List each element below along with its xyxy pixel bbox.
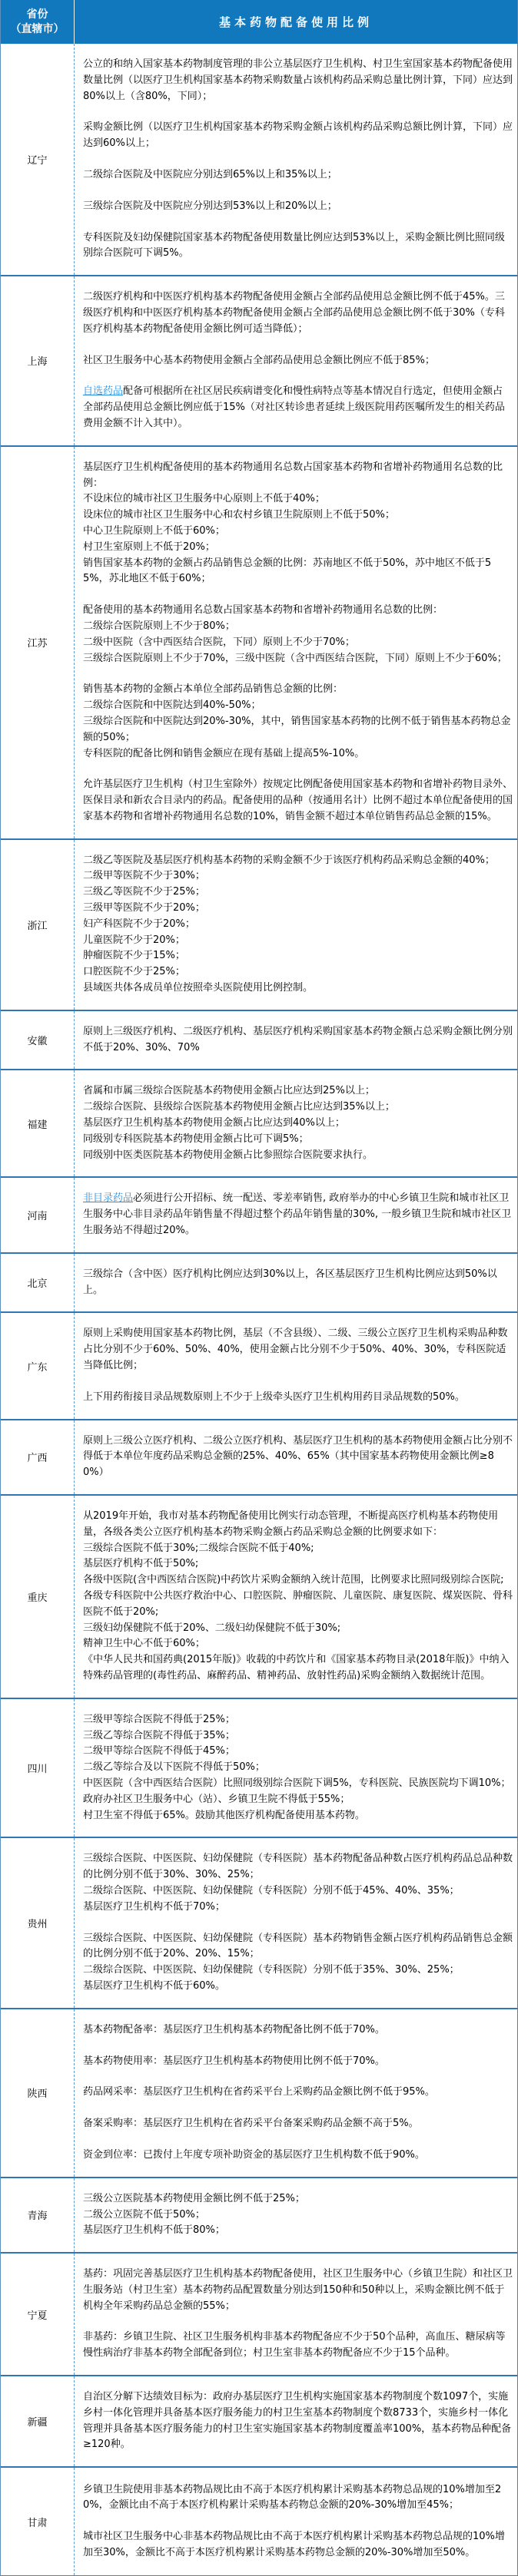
text-segment: 二级甲等综合医院不得低于45%；: [83, 1745, 235, 1758]
content-cell: [75, 2376, 517, 2466]
text-segment: 原则上采购使用国家基本药物比例，基层（不含县级）、二级、三级公立医疗卫生机构采购品种数占比分别不少于60%、50%、40%，使用金额占比分别不少于50%、40%、30%，专科医院适当降低比例；: [83, 1328, 508, 1372]
content-paragraph: [83, 2054, 513, 2070]
content-paragraph: [83, 120, 513, 152]
content-line: [83, 508, 513, 524]
text-segment: 三级乙等综合医院不得低于35%；: [83, 1729, 235, 1741]
content-line: [83, 2085, 513, 2101]
text-segment: 三级乙等医院不少于25%；: [83, 886, 205, 898]
content-line: [83, 2482, 513, 2515]
content-line: [83, 1963, 513, 1979]
table-row: [1, 445, 517, 838]
content-line: [83, 1100, 513, 1116]
table-title: 基本药物配备使用比例: [218, 15, 373, 29]
content-line: [83, 933, 513, 949]
text-segment: 三级综合医院、中医医院、妇幼保健院（专科医院）基本药物配备品种数占医疗机构药品总品种数的比例分别不低于30%、30%、25%；: [83, 1853, 513, 1881]
table-row: [1, 2466, 517, 2575]
content-line: [83, 1116, 513, 1132]
content-line: [83, 2191, 513, 2207]
province-cell: 四川: [1, 1699, 75, 1837]
province-cell: 辽宁: [1, 44, 75, 275]
content-line: [83, 2330, 513, 2362]
content-paragraph: [83, 1712, 513, 1824]
content-line: [83, 2148, 513, 2164]
content-line: [83, 1326, 513, 1374]
content-line: [83, 1883, 513, 1900]
content-line: [83, 1900, 513, 1916]
content-paragraph: [83, 682, 513, 762]
text-segment: 基层医疗卫生机构不低于60%。: [83, 1979, 225, 1992]
text-segment: 二级综合医院及中医院应分别达到65%以上和35%以上；: [83, 168, 337, 180]
content-line: [83, 2267, 513, 2314]
content-paragraph: [83, 1326, 513, 1374]
table-row: [1, 1069, 517, 1176]
text-segment: 儿童医院不少于20%；: [83, 934, 185, 946]
content-cell: [75, 1011, 517, 1070]
content-line: [83, 1931, 513, 1963]
text-segment: 基层医疗卫生机构不低于80%；: [83, 2224, 225, 2237]
text-segment: 基层医疗卫生机构不低于70%；: [83, 1900, 225, 1913]
text-segment: 省属和市属三级综合医院基本药物使用金额占比应达到25%以上；: [83, 1085, 375, 1097]
content-paragraph: [83, 2191, 513, 2239]
content-paragraph: [83, 777, 513, 825]
table-row: [1, 1698, 517, 1837]
content-paragraph: [83, 230, 513, 263]
text-segment: 基本药物配备率：基层医疗卫生机构基本药物配备比例不低于70%。: [83, 2023, 385, 2035]
text-segment: 二级综合医院、中医医院、妇幼保健院（专科医院）分别不低于45%、40%、35%；: [83, 1884, 460, 1896]
content-line: [83, 1652, 513, 1685]
content-line: [83, 948, 513, 964]
content-line: [83, 230, 513, 263]
header-province-cell: [1, 0, 75, 44]
table-row: [1, 1252, 517, 1312]
text-segment: 三级公立医院基本药物使用金额比例不低于25%；: [83, 2192, 305, 2204]
table-row: [1, 1311, 517, 1418]
text-segment: 专科医院的配备比例和销售金额应在现有基础上提高5%-10%。: [83, 747, 365, 759]
content-line: [83, 2389, 513, 2453]
content-paragraph: [83, 2529, 513, 2561]
content-line: [83, 1572, 513, 1589]
content-line: [83, 885, 513, 901]
text-segment: 同级别专科医院基本药物使用金额占比可下调5%；: [83, 1133, 309, 1145]
content-line: [83, 1390, 513, 1406]
text-segment: 二级中医院（含中西医结合医院，下同）原则上不少于70%；: [83, 636, 355, 648]
text-segment: 自治区分解下达绩效目标为：政府办基层医疗卫生机构实施国家基本药物制度个数1097个，实施乡村一体化管理并具备基本医疗服务能力的村卫生室基本药物制度个数8733个，实施乡村一体化管理并具备基本医疗服务能力的村卫生室实施国家基本药物制度覆盖率100%，基本药物品种配备≥120种。: [83, 2391, 512, 2451]
content-line: [83, 1636, 513, 1652]
text-segment: 必须进行公开招标、统一配送、零差率销售, 政府举办的中心乡镇卫生院和城市社区卫生服务中心非目录药品年销售量不得超过整个药品年销售量的30%, 一般乡镇卫生院和城市社区卫生服务站不得超过20%。: [83, 1192, 512, 1237]
header-content-cell: [75, 0, 517, 44]
text-segment: 二级乙等医院及基层医疗机构基本药物的采购金额不少于该医疗机构药品采购总金额的40%；: [83, 854, 495, 866]
content-cell: [75, 2178, 517, 2252]
table-row: [1, 275, 517, 445]
content-line: [83, 120, 513, 152]
text-segment: 三级综合（含中医）医疗机构比例应达到30%以上，各区基层医疗卫生机构比例应达到50%以上。: [83, 1268, 497, 1296]
content-line: [83, 57, 513, 104]
content-line: [83, 2529, 513, 2561]
province-cell: 浙江: [1, 840, 75, 1010]
content-paragraph: [83, 2148, 513, 2164]
province-cell: 江苏: [1, 447, 75, 838]
content-line: [83, 619, 513, 635]
drug-term-link[interactable]: 非目录药品: [83, 1192, 134, 1205]
content-cell: [75, 2009, 517, 2177]
text-segment: 基层医疗卫生机构基本药物使用金额占比应达到40%以上；: [83, 1117, 345, 1129]
text-segment: 原则上三级公立医疗机构、二级公立医疗机构、基层医疗卫生机构的基本药物使用金额占比分别不得低于本单位年度药品采购总金额的25%、40%、65%（其中国家基本药物使用金额比例≥80%）: [83, 1434, 513, 1479]
content-line: [83, 777, 513, 825]
text-segment: 基本药物使用率：基层医疗卫生机构基本药物使用比例不低于70%。: [83, 2055, 385, 2067]
content-paragraph: [83, 1931, 513, 1995]
content-line: [83, 540, 513, 556]
text-segment: 三级综合医院原则上不少于70%，三级中医院（含中西医结合医院，下同）原则上不少于60%；: [83, 652, 507, 664]
table-row: [1, 838, 517, 1010]
text-segment: 口腔医院不少于25%；: [83, 966, 185, 978]
content-line: [83, 1433, 513, 1481]
table-row: [1, 2252, 517, 2375]
text-segment: 三级甲等综合医院不得低于25%；: [83, 1713, 235, 1725]
text-segment: 基层医疗卫生机构配备使用的基本药物通用名总数占国家基本药物和省增补药物通用名总数的比例：: [83, 461, 503, 489]
content-line: [83, 2054, 513, 2070]
text-segment: 县域医共体各成员单位按照牵头医院使用比例控制。: [83, 982, 314, 994]
content-line: [83, 1132, 513, 1148]
content-line: [83, 1589, 513, 1621]
text-segment: 乡镇卫生院使用非基本药物品规比由不高于本医疗机构累计采购基本药物总品规的10%增加至20%，金额比由不高于本医疗机构累计采购基本药物总金额的20%-30%增加至45%；: [83, 2483, 502, 2512]
content-line: [83, 603, 513, 619]
text-segment: 二级医疗机构和中医医疗机构基本药物配备使用金额占全部药品使用总金额比例不低于45%。三级医疗机构和中医医疗机构基本药物配备使用金额占全部药品使用总金额比例不低于30%（专科医疗机构基本药物配备使用金额比例可适当降低）；: [83, 291, 505, 335]
content-paragraph: [83, 384, 513, 432]
content-paragraph: [83, 1267, 513, 1299]
content-line: [83, 524, 513, 540]
content-paragraph: [83, 853, 513, 997]
content-cell: [75, 1178, 517, 1252]
text-segment: 销售基本药物的金额占本单位全部药品销售总金额的比例：: [83, 683, 344, 696]
table-row: [1, 1837, 517, 2007]
text-segment: 精神卫生中心不低于60%；: [83, 1638, 205, 1650]
content-line: [83, 1776, 513, 1792]
content-line: [83, 2022, 513, 2039]
content-line: [83, 868, 513, 885]
content-line: [83, 1556, 513, 1572]
text-segment: 中心卫生院原则上不低于60%；: [83, 524, 225, 537]
content-cell: [75, 447, 517, 838]
content-line: [83, 651, 513, 667]
content-paragraph: [83, 1191, 513, 1238]
text-segment: 销售国家基本药物的金额占药品销售总金额的比例：苏南地区不低于50%，苏中地区不低于55%，苏北地区不低于60%；: [83, 557, 492, 585]
text-segment: 各级中医院(含中西医结合医院)中药饮片采购金额纳入统计范围，比例要求比照同级别综合医院;: [83, 1574, 504, 1586]
content-cell: [75, 1070, 517, 1176]
content-line: [83, 2223, 513, 2239]
province-cell: 宁夏: [1, 2254, 75, 2375]
province-cell: 上海: [1, 276, 75, 445]
text-segment: 妇产科医院不少于20%；: [83, 918, 195, 930]
text-segment: 采购金额比例（以医疗卫生机构国家基本药物采购金额占该机构药品采购总额比例计算，下同）应达到60%以上；: [83, 121, 513, 150]
content-paragraph: [83, 460, 513, 587]
content-paragraph: [83, 57, 513, 104]
content-cell: [75, 1496, 517, 1698]
content-line: [83, 1191, 513, 1238]
content-line: [83, 2116, 513, 2132]
text-segment: 基药：巩固完善基层医疗卫生机构基本药物配备使用，社区卫生服务中心（乡镇卫生院）和社区卫生服务站（村卫生室）基本药物药品配置数量分别达到150种和50种以上，采购金额比例不低于机构全年采购药品总金额的55%；: [83, 2268, 513, 2312]
province-cell: 陕西: [1, 2009, 75, 2177]
content-line: [83, 1979, 513, 1995]
text-segment: 配备可根据所在社区居民疾病谱变化和慢性病特点等基本情况自行选定，但使用金额占全部药品使用总金额比例应低于15%（对社区转诊患者延续上级医院用药医嘱所发生的相关药品费用金额不计入其中）。: [83, 385, 505, 429]
province-cell: 重庆: [1, 1496, 75, 1698]
table-row: [1, 44, 517, 275]
text-segment: 上下用药衔接目录品规数原则上不少于上级牵头医疗卫生机构用药目录品规数的50%。: [83, 1391, 465, 1403]
content-paragraph: [83, 1024, 513, 1057]
content-paragraph: [83, 2330, 513, 2362]
content-line: [83, 1083, 513, 1100]
content-paragraph: [83, 1083, 513, 1163]
text-segment: 三级综合医院和中医院达到20%-30%，其中，销售国家基本药物的比例不低于销售基本药物总金额的50%；: [83, 715, 511, 743]
text-segment: 政府办社区卫生服务中心（站）、乡镇卫生院不得低于55%；: [83, 1793, 350, 1805]
content-line: [83, 556, 513, 588]
table-row: [1, 1010, 517, 1070]
text-segment: 二级甲等医院不少于30%；: [83, 870, 205, 882]
content-paragraph: [83, 167, 513, 184]
province-cell: 安徽: [1, 1011, 75, 1070]
content-paragraph: [83, 199, 513, 215]
text-segment: 二级综合医院和中医院达到40%-50%；: [83, 699, 261, 712]
content-line: [83, 167, 513, 184]
content-line: [83, 853, 513, 869]
text-segment: 药品网采率：基层医疗卫生机构在省药采平台上采购药品金额比例不低于95%。: [83, 2086, 435, 2098]
text-segment: 允许基层医疗卫生机构（村卫生室除外）按规定比例配备使用国家基本药物和省增补药物目录外、医保目录和新农合目录内的药品。配备使用的品种（按通用名计）比例不超过本单位配备使用的国家基本药物和省增补药物通用名总数的10%，销售金额不超过本单位销售药品总金额的15%。: [83, 779, 513, 822]
text-segment: 二级乙等综合及以下医院不得低于50%；: [83, 1761, 265, 1774]
content-line: [83, 1792, 513, 1808]
content-line: [83, 964, 513, 980]
content-line: [83, 1728, 513, 1744]
text-segment: 三级妇幼保健院不低于20%、二级妇幼保健院不低于30%;: [83, 1622, 341, 1634]
content-paragraph: [83, 2085, 513, 2101]
content-line: [83, 353, 513, 369]
drug-term-link[interactable]: 自选药品: [83, 385, 124, 398]
header-province-line2: （直辖市）: [10, 22, 65, 35]
table-row: [1, 1176, 517, 1252]
text-segment: 三级甲等医院不少于20%；: [83, 902, 205, 914]
content-cell: [75, 1699, 517, 1837]
text-segment: 各级专科医院中公共医疗救治中心、口腔医院、肿瘤医院、儿童医院、康复医院、煤炭医院、骨科医院不低于20%;: [83, 1589, 513, 1618]
text-segment: 社区卫生服务中心基本药物使用金额占全部药品使用总金额比例应不低于85%；: [83, 354, 435, 366]
province-cell: 青海: [1, 2178, 75, 2252]
text-segment: 三级综合医院不低于30%;二级综合医院不低于40%;: [83, 1542, 314, 1554]
table-body: [1, 44, 517, 2575]
province-cell: 广西: [1, 1420, 75, 1494]
table-row: [1, 2177, 517, 2252]
text-segment: 公立的和纳入国家基本药物制度管理的非公立基层医疗卫生机构、村卫生室国家基本药物配备使用数量比例（以医疗卫生机构国家基本药物采购数量占该机构药品采购总量比例计算，下同）应达到80%以上（含80%，下同）；: [83, 58, 513, 102]
text-segment: 二级综合医院、中医医院、妇幼保健院（专科医院）分别不低于35%、30%、25%；: [83, 1964, 460, 1976]
province-cell: 新疆: [1, 2376, 75, 2466]
content-line: [83, 901, 513, 917]
content-cell: [75, 1838, 517, 2007]
content-line: [83, 460, 513, 492]
content-cell: [75, 44, 517, 275]
content-line: [83, 1760, 513, 1776]
text-segment: 同级别中医类医院基本药物使用金额占比参照综合医院要求执行。: [83, 1149, 374, 1161]
content-cell: [75, 1420, 517, 1494]
content-line: [83, 1541, 513, 1557]
content-line: [83, 635, 513, 651]
content-line: [83, 289, 513, 337]
content-cell: [75, 1313, 517, 1418]
content-paragraph: [83, 2389, 513, 2453]
content-line: [83, 1267, 513, 1299]
content-line: [83, 1621, 513, 1637]
content-paragraph: [83, 603, 513, 666]
text-segment: 原则上三级医疗机构、二级医疗机构、基层医疗机构采购国家基本药物金额占总采购金额比例分别不低于20%、30%、70%: [83, 1025, 513, 1053]
text-segment: 设床位的城市社区卫生服务中心和农村乡镇卫生院原则上不低于50%；: [83, 509, 395, 521]
content-paragraph: [83, 2267, 513, 2314]
content-line: [83, 1148, 513, 1164]
text-segment: 肿瘤医院不少于15%；: [83, 950, 185, 962]
content-cell: [75, 2468, 517, 2575]
province-cell: 北京: [1, 1254, 75, 1312]
content-paragraph: [83, 289, 513, 337]
content-line: [83, 2207, 513, 2224]
content-cell: [75, 2254, 517, 2375]
content-paragraph: [83, 1509, 513, 1685]
table-header-row: [1, 0, 517, 44]
content-line: [83, 1851, 513, 1883]
text-segment: 备案采购率：基层医疗卫生机构在省药采平台备案采购药品金额不高于5%。: [83, 2118, 419, 2130]
header-province-line1: 省份: [26, 8, 48, 21]
content-cell: [75, 840, 517, 1010]
text-segment: 中医医院（含中西医结合医院）比照同级别综合医院下调5%，专科医院、民族医院均下调10%；: [83, 1777, 511, 1789]
content-paragraph: [83, 2482, 513, 2515]
province-cell: 甘肃: [1, 2468, 75, 2575]
text-segment: 三级综合医院、中医医院、妇幼保健院（专科医院）基本药物销售金额占医疗机构药品销售总金额的比例分别不低于20%、20%、15%；: [83, 1932, 513, 1960]
content-line: [83, 917, 513, 933]
content-line: [83, 714, 513, 746]
content-paragraph: [83, 1851, 513, 1915]
content-line: [83, 1024, 513, 1057]
table-row: [1, 1494, 517, 1698]
text-segment: 城市社区卫生服务中心非基本药物品规比由不高于本医疗机构累计采购基本药物总品规的10%增加至30%，金额比不高于本医疗机构累计采购基本药物总金额的20%-30%增加至50%。: [83, 2531, 505, 2559]
text-segment: 《中华人民共和国药典(2015年版)》收载的中药饮片和《国家基本药物目录(2018年版)》中纳入特殊药品管理的(毒性药品、麻醉药品、精神药品、放射性药品)采购金额纳入数据统计范围。: [83, 1654, 510, 1682]
content-line: [83, 746, 513, 762]
province-cell: 福建: [1, 1070, 75, 1176]
text-segment: 从2019年开始，我市对基本药物配备使用比例实行动态管理，不断提高医疗机构基本药物使用量，各级各类公立医疗机构基本药物采购金额占药品采购总金额的比例要求如下：: [83, 1510, 499, 1538]
content-line: [83, 980, 513, 997]
content-line: [83, 491, 513, 508]
table-row: [1, 2008, 517, 2177]
content-line: [83, 698, 513, 714]
content-line: [83, 682, 513, 698]
content-cell: [75, 1254, 517, 1312]
content-cell: [75, 276, 517, 445]
text-segment: 配备使用的基本药物通用名总数占国家基本药物和省增补药物通用名总数的比例：: [83, 604, 443, 617]
content-paragraph: [83, 353, 513, 369]
text-segment: 资金到位率：已拨付上年度专项补助资金的基层医疗卫生机构数不低于90%。: [83, 2148, 425, 2161]
text-segment: 非基药：乡镇卫生院、社区卫生服务机构非基本药物配备应不少于50个品种，高血压、糖尿病等慢性病治疗非基本药物全部配备到位；村卫生室非基本药物配备应不少于15个品种。: [83, 2331, 506, 2359]
text-segment: 基层医疗机构不低于50%;: [83, 1558, 199, 1570]
text-segment: 村卫生室原则上不低于20%；: [83, 541, 215, 553]
content-line: [83, 384, 513, 432]
province-cell: 河南: [1, 1178, 75, 1252]
text-segment: 专科医院及妇幼保健院国家基本药物配备使用数量比例应达到53%以上，采购金额比例比照同级别综合医院可下调5%。: [83, 231, 505, 260]
content-paragraph: [83, 1433, 513, 1481]
province-cell: 广东: [1, 1313, 75, 1418]
content-paragraph: [83, 2022, 513, 2039]
text-segment: 村卫生室不得低于65%。鼓励其他医疗机构配备使用基本药物。: [83, 1809, 365, 1821]
table-row: [1, 2375, 517, 2466]
text-segment: 二级公立医院不低于50%；: [83, 2208, 205, 2221]
text-segment: 不设床位的城市社区卫生服务中心原则上不低于40%；: [83, 493, 325, 505]
text-segment: 二级综合医院原则上不少于80%；: [83, 620, 235, 632]
content-line: [83, 199, 513, 215]
table-row: [1, 1419, 517, 1494]
content-line: [83, 1744, 513, 1760]
content-line: [83, 1808, 513, 1824]
content-line: [83, 1712, 513, 1728]
text-segment: 二级综合医院、县级综合医院基本药物使用金额占比应达到35%以上；: [83, 1101, 395, 1113]
content-paragraph: [83, 1390, 513, 1406]
province-cell: 贵州: [1, 1838, 75, 2007]
text-segment: 三级综合医院及中医院应分别达到53%以上和20%以上；: [83, 200, 337, 212]
content-line: [83, 1509, 513, 1541]
content-paragraph: [83, 2116, 513, 2132]
